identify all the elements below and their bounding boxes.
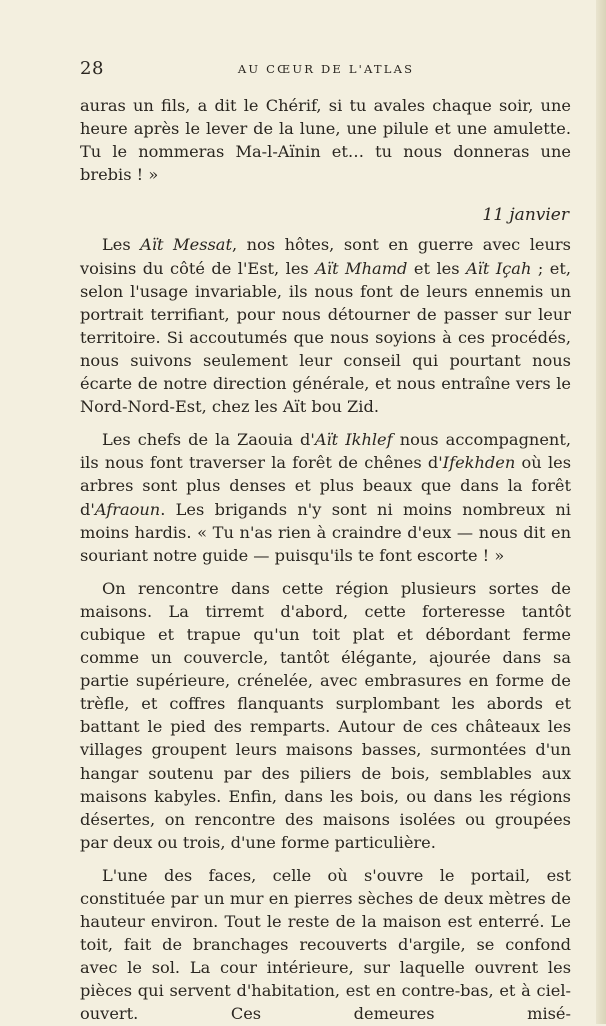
tribe-name: Aït Içah <box>465 258 532 278</box>
text-run: nous accompagnent, ils nous font traverser la forêt de chênes d' <box>80 430 572 473</box>
text-run: Les chefs de la Zaouia d' <box>102 430 315 450</box>
text-run: et les <box>407 258 466 278</box>
page-edge <box>596 0 606 1024</box>
paragraph-zaouia <box>80 428 571 567</box>
running-title: AU CŒUR DE L'ATLAS <box>237 62 415 76</box>
text-run: . Les brigands n'y sont ni moins nombreux ni moins hardis. « Tu n'as rien à craindre d'eux — nous dit en souriant notre guide — puisqu'ils te font escorte ! » <box>80 499 571 565</box>
place-name: Afraoun <box>94 499 161 519</box>
text-run: Les <box>102 235 141 255</box>
text-run: où les arbres sont plus denses et plus beaux que dans la forêt d' <box>80 453 572 519</box>
text-run: ; et, selon l'usage invariable, ils nous font de leurs ennemis un portrait terrifiant, pour nous détourner de passer sur leur territoire. Si accoutumés que nous soyions à ces procédés, nous suivons seulement leur conseil qui pourtant nous écarte de notre direction générale, et nous entraîne vers le Nord-Nord-Est, chez les Aït bou Zid. <box>80 258 571 417</box>
paragraph-continuation: auras un fils, a dit le Chérif, si tu avales chaque soir, une heure après le lever de la lune, une pilule et une amulette. Tu le nommeras Ma-l-Aïnin et… tu nous donneras une brebis ! » <box>80 96 571 185</box>
tribe-name: Aït Messat <box>140 235 232 255</box>
date-heading: 11 janvier <box>482 205 569 226</box>
page-header <box>80 58 572 82</box>
paragraph-ait-messat <box>80 233 571 418</box>
place-name: Aït Ikhlef <box>314 430 393 450</box>
tribe-name: Aït Mhamd <box>315 258 408 278</box>
text-run: , nos hôtes, sont en guerre avec leurs voisins du côté de l'Est, les <box>80 235 571 278</box>
paragraph-maisons: On rencontre dans cette région plusieurs sortes de maisons. La tirremt d'abord, cette forteresse tantôt cubique et trapue qu'un toit plat et débordant ferme comme un couvercle, tantôt élégante, ajourée dans sa partie supérieure, crénelée, avec embrasures en forme de trèfle, et coffres flanquants surplombant les abords et battant le pied des remparts. Autour de ces châteaux les villages groupent leurs maisons basses, surmontées d'un hangar soutenu par des piliers de bois, semblables aux maisons kabyles. Enfin, dans les bois, ou dans les régions désertes, on rencontre des maisons isolées ou groupées par deux ou trois, d'une forme particulière. <box>80 578 571 852</box>
place-name: Ifekhden <box>442 453 516 473</box>
paragraph-faces: L'une des faces, celle où s'ouvre le portail, est constituée par un mur en pierres sèches de deux mètres de hauteur environ. Tout le reste de la maison est enterré. Le toit, fait de branchages recouverts d'argile, se confond avec le sol. La cour intérieure, sur laquelle ouvrent les pièces qui servent d'habitation, est en contre-bas, et à ciel-ouvert. Ces demeures misé- <box>80 865 571 1024</box>
page-number: 28 <box>80 58 104 79</box>
body-text <box>80 94 571 1026</box>
